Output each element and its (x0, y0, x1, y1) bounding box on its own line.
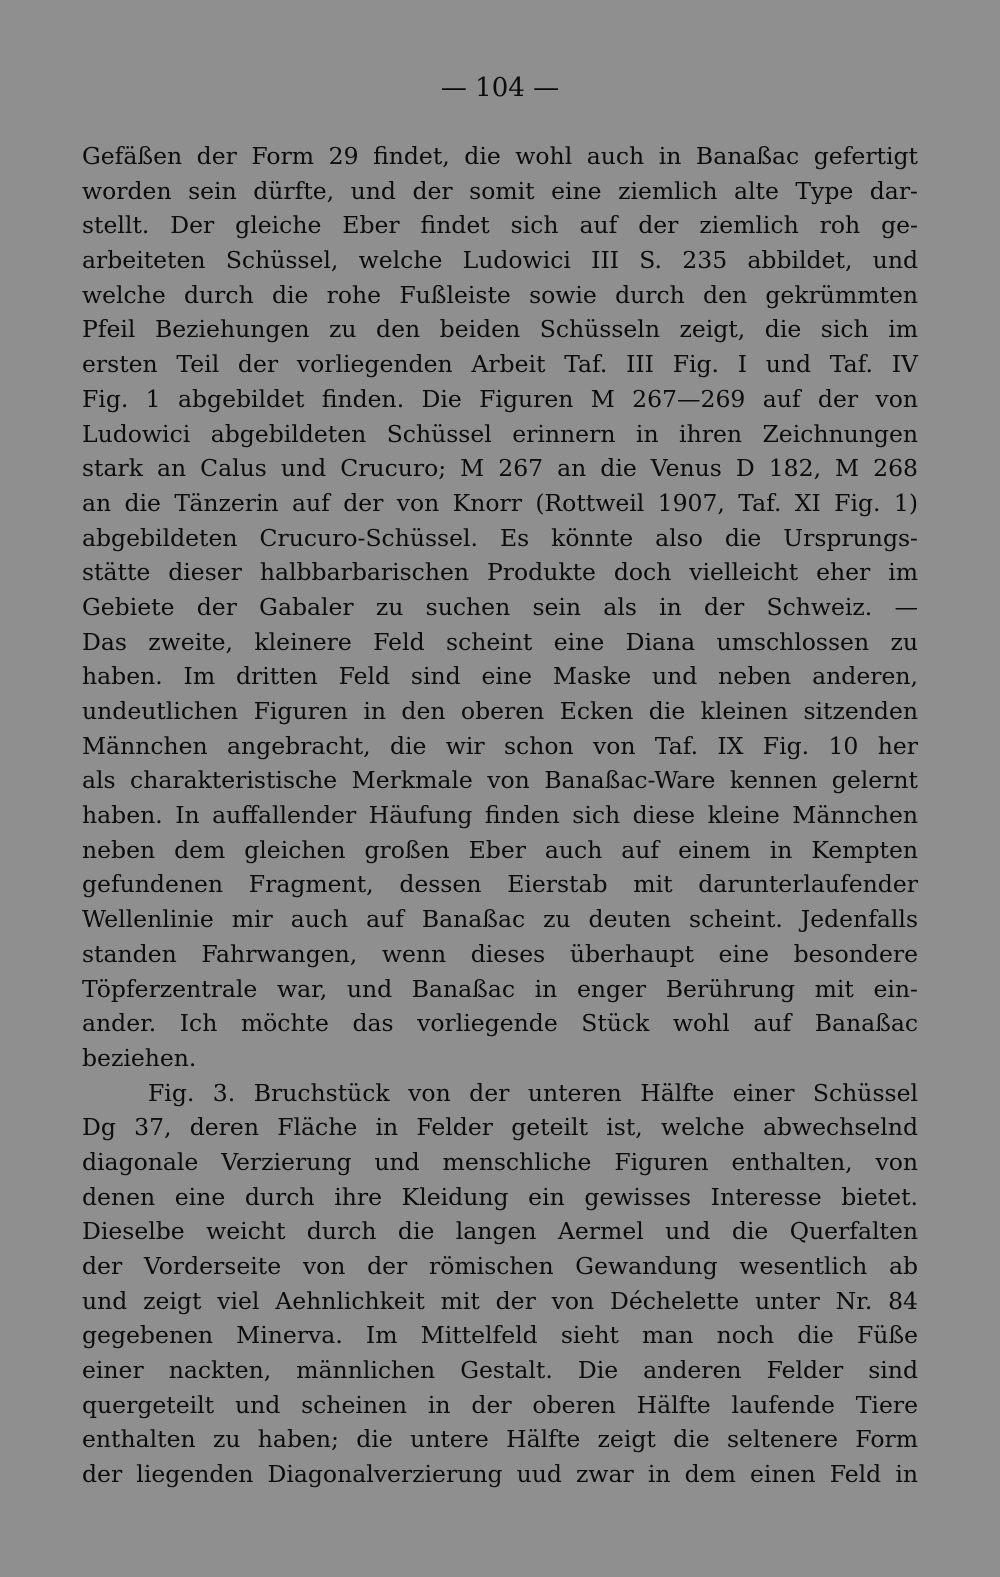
text-line: Ludowici abgebildeten Schüssel erinnern in ihren Zeichnungen (82, 419, 918, 448)
text-line: Fig. 3. Bruchstück von der unteren Hälfte einer Schüssel (148, 1078, 918, 1107)
text-line: einer nackten, männlichen Gestalt. Die anderen Felder sind (82, 1356, 918, 1385)
text-line: gegebenen Minerva. Im Mittelfeld sieht man noch die Füße (82, 1321, 918, 1350)
text-line: Dg 37, deren Fläche in Felder geteilt ist, welche abwechselnd (82, 1113, 918, 1142)
text-line: Männchen angebracht, die wir schon von Taf. IX Fig. 10 her (82, 731, 918, 760)
text-line: standen Fahrwangen, wenn dieses überhaupt eine besondere (82, 939, 918, 968)
text-line: der liegenden Diagonalverzierung uud zwar in dem einen Feld in (82, 1460, 918, 1489)
body-text (82, 139, 918, 1492)
text-line: haben. In auffallender Häufung finden sich diese kleine Männchen (82, 801, 918, 830)
text-line: als charakteristische Merkmale von Banaßac-Ware kennen gelernt (82, 766, 918, 795)
text-line: abgebildeten Crucuro-Schüssel. Es könnte also die Ursprungs- (82, 523, 918, 552)
text-line: stellt. Der gleiche Eber findet sich auf der ziemlich roh ge- (82, 211, 918, 240)
text-line: Wellenlinie mir auch auf Banaßac zu deuten scheint. Jedenfalls (82, 905, 918, 934)
text-line: der Vorderseite von der römischen Gewandung wesentlich ab (82, 1252, 918, 1280)
text-line: und zeigt viel Aehnlichkeit mit der von Déchelette unter Nr. 84 (82, 1286, 918, 1315)
text-line: beziehen. (82, 1043, 197, 1072)
text-line: worden sein dürfte, und der somit eine ziemlich alte Type dar- (82, 176, 918, 205)
text-line: Töpferzentrale war, und Banaßac in enger Berührung mit ein- (82, 974, 918, 1003)
text-line: ersten Teil der vorliegenden Arbeit Taf. III Fig. I und Taf. IV (82, 350, 918, 379)
text-line: neben dem gleichen großen Eber auch auf einem in Kempten (82, 835, 918, 864)
text-line: Dieselbe weicht durch die langen Aermel und die Querfalten (82, 1217, 918, 1246)
text-line: arbeiteten Schüssel, welche Ludowici III S. 235 abbildet, und (82, 246, 918, 275)
text-line: Das zweite, kleinere Feld scheint eine Diana umschlossen zu (82, 627, 918, 656)
text-line: stätte dieser halbbarbarischen Produkte doch vielleicht eher im (82, 558, 918, 587)
text-line: Gebiete der Gabaler zu suchen sein als in der Schweiz. — (82, 592, 918, 621)
text-line: denen eine durch ihre Kleidung ein gewisses Interesse bietet. (82, 1182, 918, 1211)
text-line: haben. Im dritten Feld sind eine Maske und neben anderen, (82, 662, 918, 691)
text-line: undeutlichen Figuren in den oberen Ecken die kleinen sitzenden (82, 697, 918, 725)
text-line: Pfeil Beziehungen zu den beiden Schüsseln zeigt, die sich im (82, 315, 918, 344)
text-line: diagonale Verzierung und menschliche Figuren enthalten, von (82, 1147, 918, 1176)
text-line: Gefäßen der Form 29 findet, die wohl auch in Banaßac gefertigt (82, 142, 918, 170)
text-line: welche durch die rohe Fußleiste sowie durch den gekrümmten (82, 280, 918, 309)
text-line: gefundenen Fragment, dessen Eierstab mit darunterlaufender (82, 870, 918, 899)
text-line: an die Tänzerin auf der von Knorr (Rottweil 1907, Taf. XI Fig. 1) (82, 488, 918, 517)
text-line: enthalten zu haben; die untere Hälfte zeigt die seltenere Form (82, 1425, 918, 1454)
text-line: ander. Ich möchte das vorliegende Stück wohl auf Banaßac (82, 1009, 918, 1038)
text-line: stark an Calus und Crucuro; M 267 an die Venus D 182, M 268 (82, 454, 918, 483)
page-number: — 104 — (440, 73, 560, 103)
text-line: quergeteilt und scheinen in der oberen Hälfte laufende Tiere (82, 1390, 918, 1419)
text-line: Fig. 1 abgebildet finden. Die Figuren M 267—269 auf der von (82, 384, 918, 413)
